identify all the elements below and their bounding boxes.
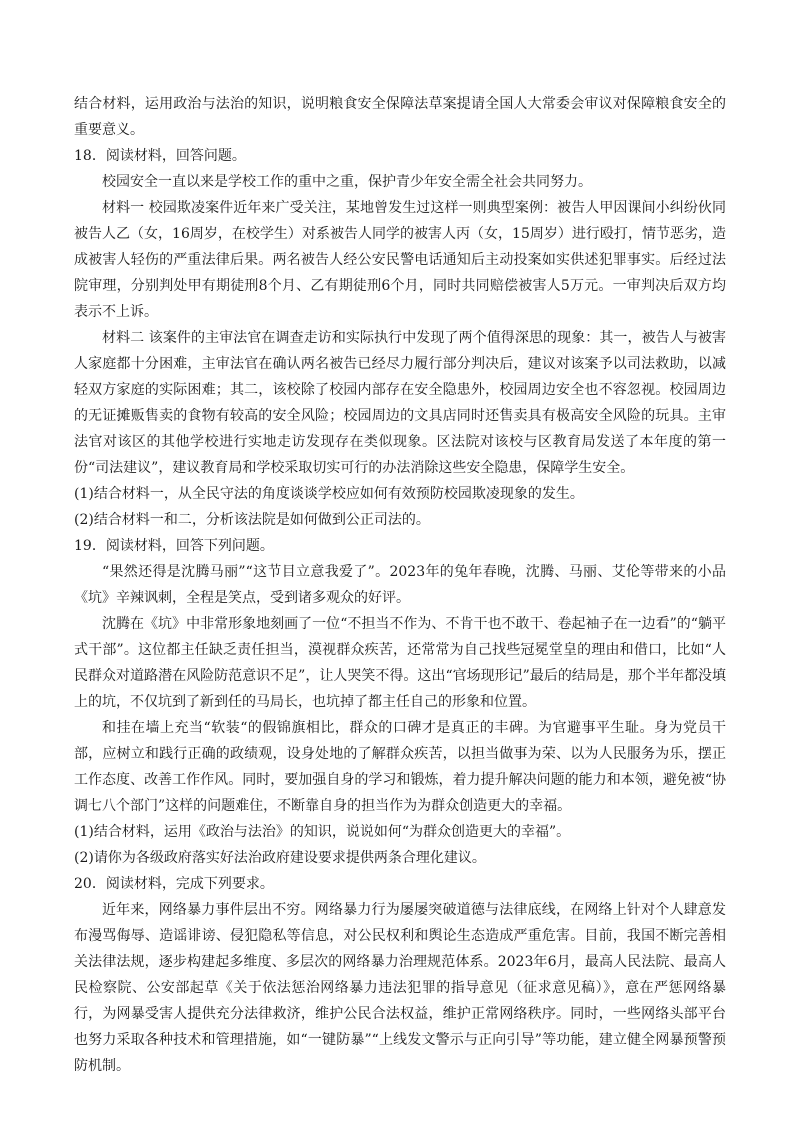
- q19-paragraph-3: 和挂在墙上充当“软装“的假锦旗相比，群众的口碑才是真正的丰碑。为官避事平生耻。身为党员干部，应树立和践行正确的政绩观，设身处地的了解群众疾苦，以担当做事为荣、以为人民服务为乐，摆正工作态度、改善工作作风。同时，要加强自身的学习和锻炼，着力提升解决问题的能力和本领，避免被“协调七八个部门”这样的问题难住，不断靠自身的担当作为为群众创造更大的幸福。: [74, 720, 726, 814]
- q20-title: 20．阅读材料，完成下列要求。: [74, 876, 274, 892]
- q19-title: 19．阅读材料，回答下列问题。: [74, 538, 274, 554]
- q18-subquestion-2: (2)结合材料一和二，分析该法院是如何做到公正司法的。: [74, 512, 430, 528]
- q18-intro: 校园安全一直以来是学校工作的重中之重，保护青少年安全需全社会共同努力。: [102, 174, 592, 190]
- q19-paragraph-1: “果然还得是沈腾马丽”“这节目立意我爱了”。2023年的兔年春晚，沈腾、马丽、艾伦等带来的小品《坑》辛辣讽刺，全程是笑点，受到诸多观众的好评。: [74, 564, 726, 606]
- q17-question-tail: 结合材料，运用政治与法治的知识，说明粮食安全保障法草案提请全国人大常委会审议对保障粮食安全的重要意义。: [74, 96, 726, 138]
- q18-title: 18．阅读材料，回答问题。: [74, 148, 246, 164]
- q18-material-1: 材料一 校园欺凌案件近年来广受关注，某地曾发生过这样一则典型案例：被告人甲因课间小纠纷伙同被告人乙（女，16周岁，在校学生）对系被告人同学的被害人丙（女，15周岁）进行殴打，情节恶劣，造成被害人轻伤的严重法律后果。两名被告人经公安民警电话通知后主动投案如实供述犯罪事实。后经过法院审理，分别判处甲有期徒刑8个月、乙有期徒刑6个月，同时共同赔偿被害人5万元。一审判决后双方均表示不上诉。: [74, 200, 726, 320]
- exam-page: [74, 91, 726, 1079]
- q19-subquestion-1: (1)结合材料，运用《政治与法治》的知识，说说如何“为群众创造更大的幸福”。: [74, 824, 571, 840]
- q18-material-2: 材料二 该案件的主审法官在调查走访和实际执行中发现了两个值得深思的现象：其一，被告人与被害人家庭都十分困难，主审法官在确认两名被告已经尽力履行部分判决后，建议对该案予以司法救助，以减轻双方家庭的实际困难；其二，该校除了校园内部存在安全隐患外，校园周边安全也不容忽视。校园周边的无证摊贩售卖的食物有较高的安全风险；校园周边的文具店同时还售卖具有极高安全风险的玩具。主审法官对该区的其他学校进行实地走访发现存在类似现象。区法院对该校与区教育局发送了本年度的第一份“司法建议”，建议教育局和学校采取切实可行的办法消除这些安全隐患，保障学生安全。: [74, 330, 726, 476]
- q19-subquestion-2: (2)请你为各级政府落实好法治政府建设要求提供两条合理化建议。: [74, 850, 486, 866]
- q20-paragraph-1: 近年来，网络暴力事件层出不穷。网络暴力行为屡屡突破道德与法律底线，在网络上针对个人肆意发布漫骂侮辱、造谣诽谤、侵犯隐私等信息，对公民权利和舆论生态造成严重危害。目前，我国不断完善相关法律法规，逐步构建起多维度、多层次的网络暴力治理规范体系。2023年6月，最高人民法院、最高人民检察院、公安部起草《关于依法惩治网络暴力违法犯罪的指导意见（征求意见稿）》，意在严惩网络暴行，为网暴受害人提供充分法律救济，维护公民合法权益，维护正常网络秩序。同时，一些网络头部平台也努力采取各种技术和管理措施，如“一键防暴”“上线发文警示与正向引导”等功能，建立健全网暴预警预防机制。: [74, 902, 726, 1074]
- q18-subquestion-1: (1)结合材料一，从全民守法的角度谈谈学校应如何有效预防校园欺凌现象的发生。: [74, 486, 584, 502]
- q19-paragraph-2: 沈腾在《坑》中非常形象地刻画了一位“不担当不作为、不肯干也不敢干、卷起袖子在一边看”的“躺平式干部”。这位都主任缺乏责任担当，漠视群众疾苦，还常常为自己找些冠冕堂皇的理由和借口，比如“人民群众对道路潜在风险防范意识不足”，让人哭笑不得。这出“官场现形记”最后的结局是，那个半年都没填上的坑，不仅坑到了新到任的马局长，也坑掉了都主任自己的形象和位置。: [74, 616, 726, 710]
